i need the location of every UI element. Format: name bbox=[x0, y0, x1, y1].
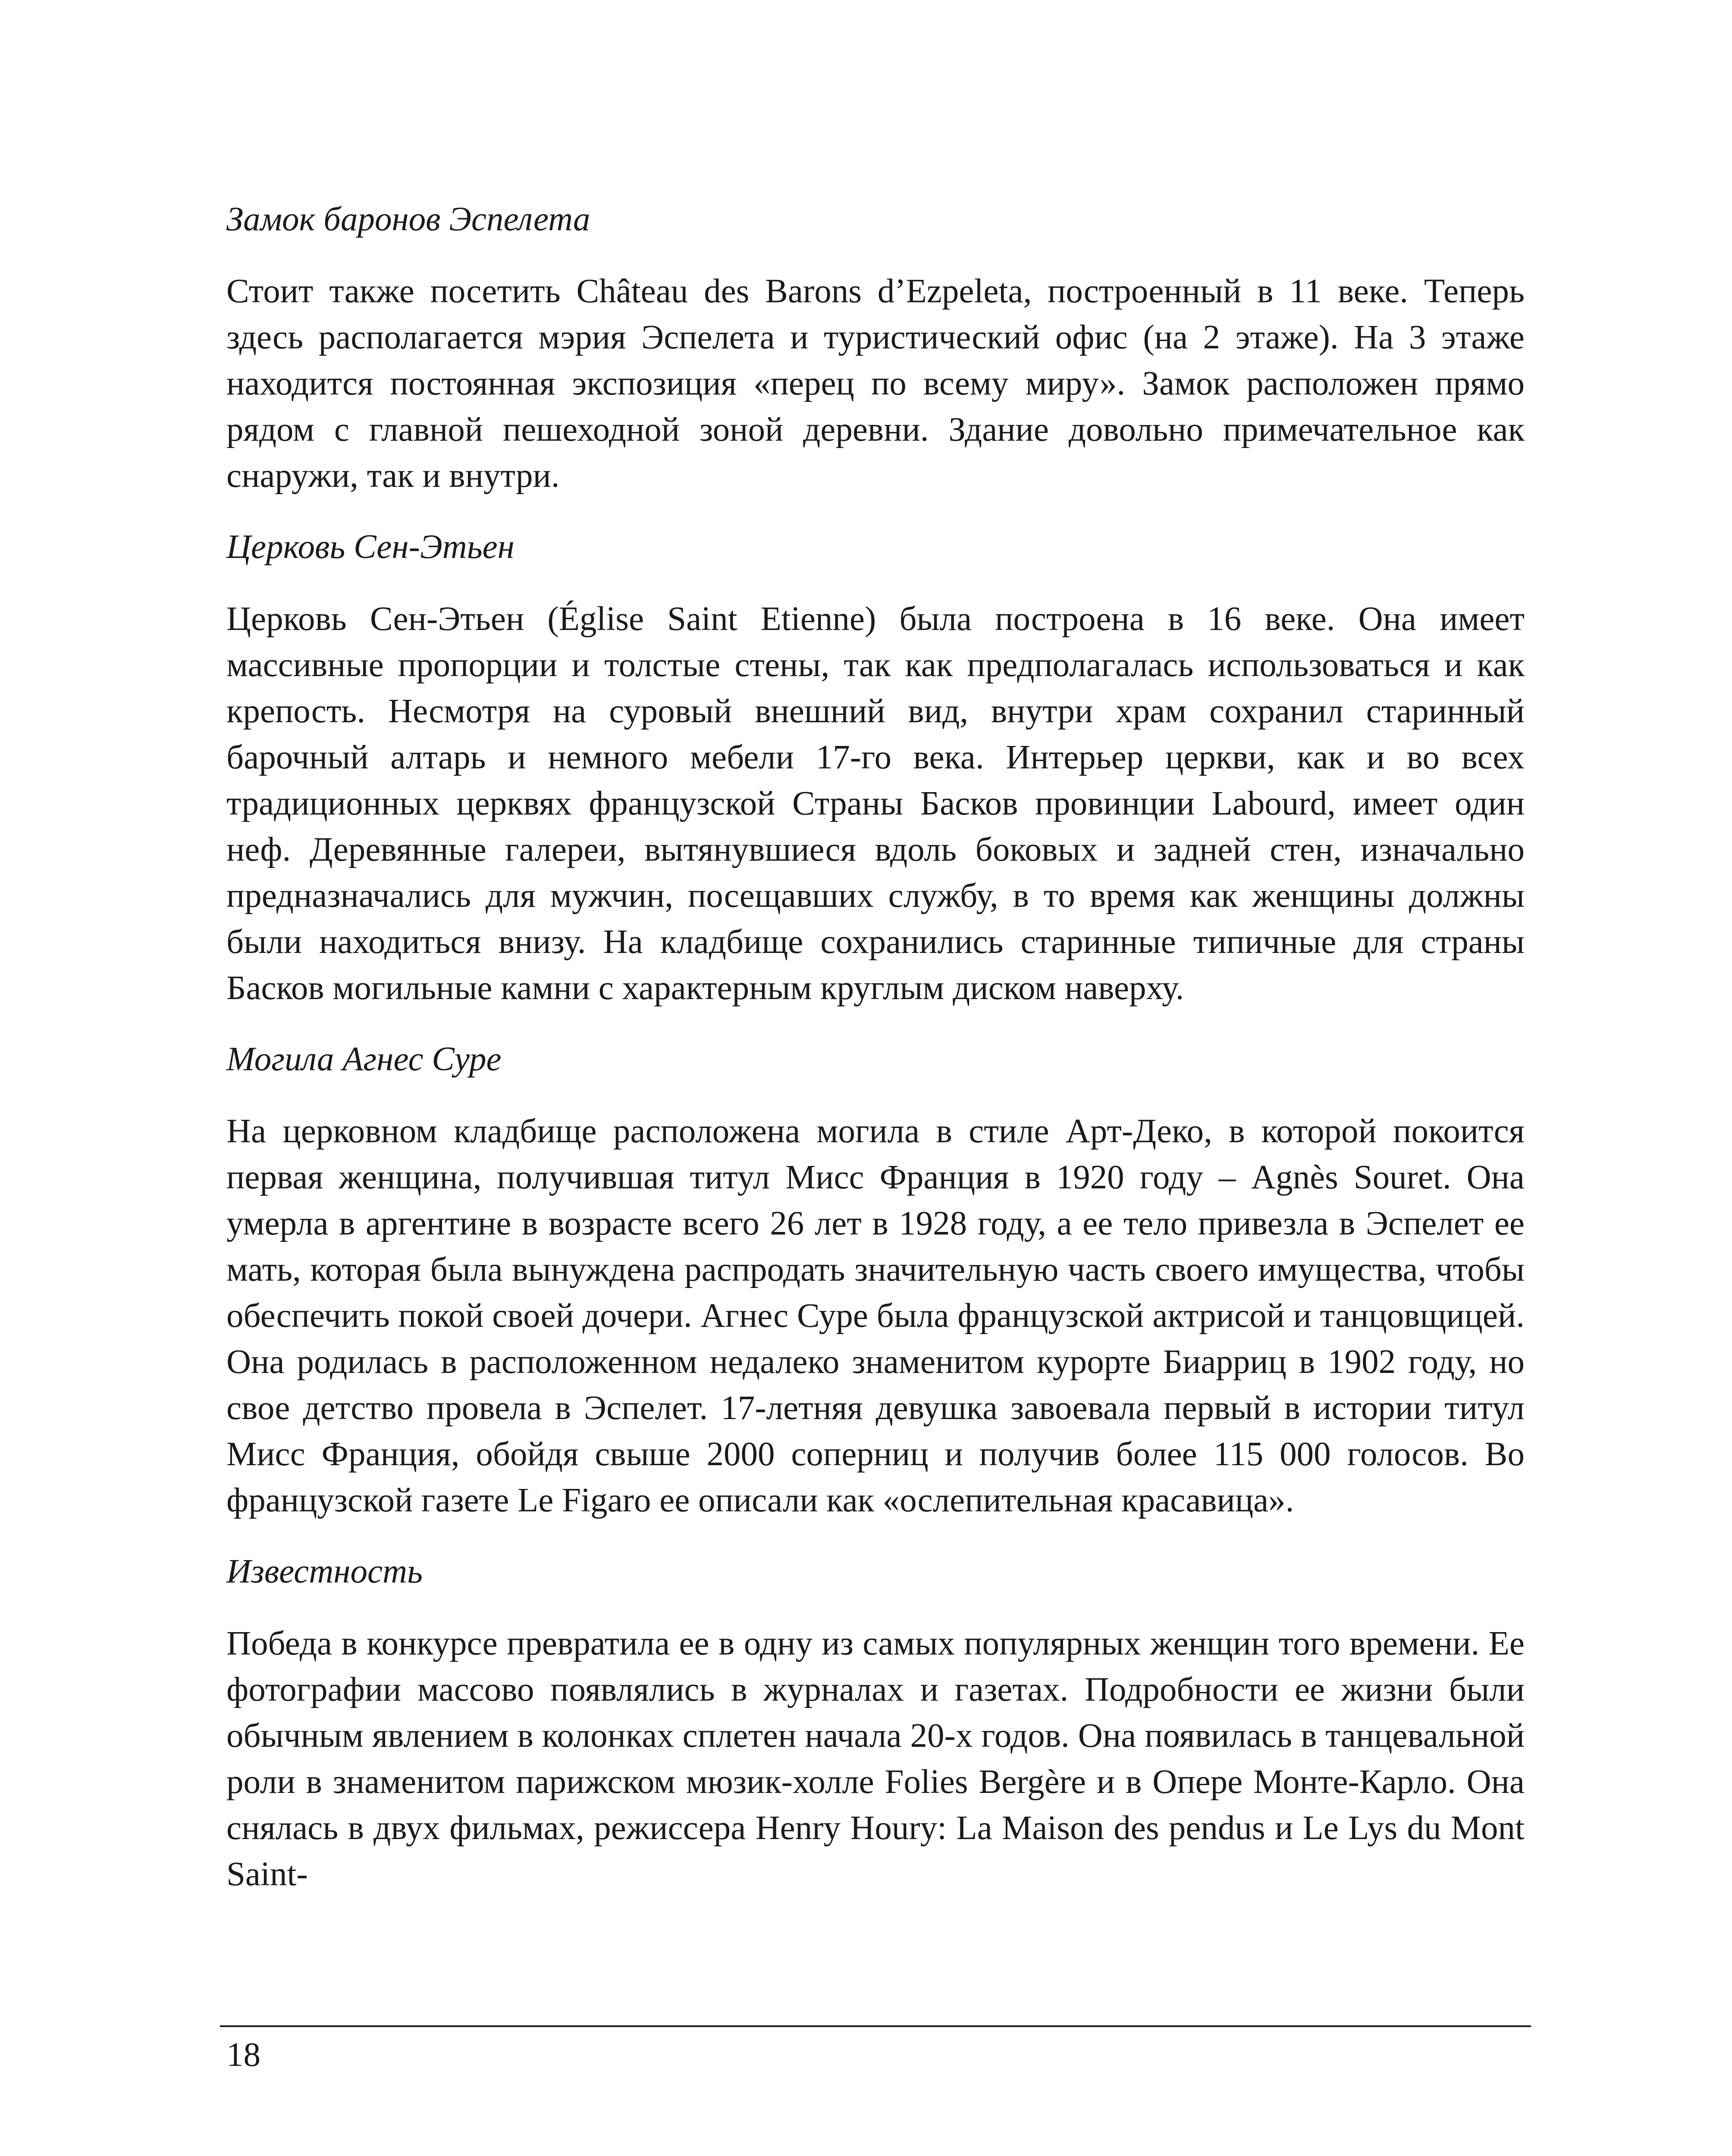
section-heading-grave: Могила Агнес Суре bbox=[226, 1040, 502, 1078]
page-number: 18 bbox=[226, 2036, 260, 2074]
section-heading-chateau: Замок баронов Эспелета bbox=[226, 201, 590, 238]
section-text-chateau: Стоит также посетить Château des Barons d’Ezpeleta, построенный в 11 веке. Теперь здесь располагается мэрия Эспелета и туристический офис (на 2 этаже). На 3 этаже находится постоянная экспозиция «перец по всему миру». Замок расположен прямо рядом с главной пешеходной зоной деревни. Здание довольно примечательное как снаружи, так и внутри. bbox=[226, 273, 1525, 495]
page-body bbox=[226, 196, 1525, 1922]
section-heading-fame: Известность bbox=[226, 1553, 423, 1590]
section-text-church: Церковь Сен-Этьен (Église Saint Etienne) была построена в 16 веке. Она имеет массивные пропорции и толстые стены, так как предполагалась использоваться и как крепость. Несмотря на суровый внешний вид, внутри храм сохранил старинный барочный алтарь и немного мебели 17-го века. Интерьер церкви, как и во всех традиционных церквях французской Страны Басков провинции Labourd, имеет один неф. Деревянные галереи, вытянувшиеся вдоль боковых и задней стен, изначально предназначались для мужчин, посещавших службу, в то время как женщины должны были находиться внизу. На кладбище сохранились старинные типичные для страны Басков могильные камни с характерным круглым диском наверху. bbox=[226, 600, 1525, 1007]
footer-divider bbox=[220, 2025, 1531, 2027]
section-text-grave: На церковном кладбище расположена могила в стиле Арт-Деко, в которой покоится первая женщина, получившая титул Мисс Франция в 1920 году – Agnès Souret. Она умерла в аргентине в возрасте всего 26 лет в 1928 году, а ее тело привезла в Эспелет ее мать, которая была вынуждена распродать значительную часть своего имущества, чтобы обеспечить покой своей дочери. Агнес Суре была французской актрисой и танцовщицей. Она родилась в расположенном недалеко знаменитом курорте Биарриц в 1902 году, но свое детство провела в Эспелет. 17-летняя девушка завоевала первый в истории титул Мисс Франция, обойдя свыше 2000 соперниц и получив более 115 000 голосов. Во французской газете Le Figaro ее описали как «ослепительная красавица». bbox=[226, 1112, 1525, 1519]
section-text-fame: Победа в конкурсе превратила ее в одну из самых популярных женщин того времени. Ее фотографии массово появлялись в журналах и газетах. Подробности ее жизни были обычным явлением в колонках сплетен начала 20-х годов. Она появилась в танцевальной роли в знаменитом парижском мюзик-холле Folies Bergère и в Опере Монте-Карло. Она снялась в двух фильмах, режиссера Henry Houry: La Maison des pendus и Le Lys du Mont Saint- bbox=[226, 1625, 1525, 1893]
section-heading-church: Церковь Сен-Этьен bbox=[226, 528, 515, 566]
